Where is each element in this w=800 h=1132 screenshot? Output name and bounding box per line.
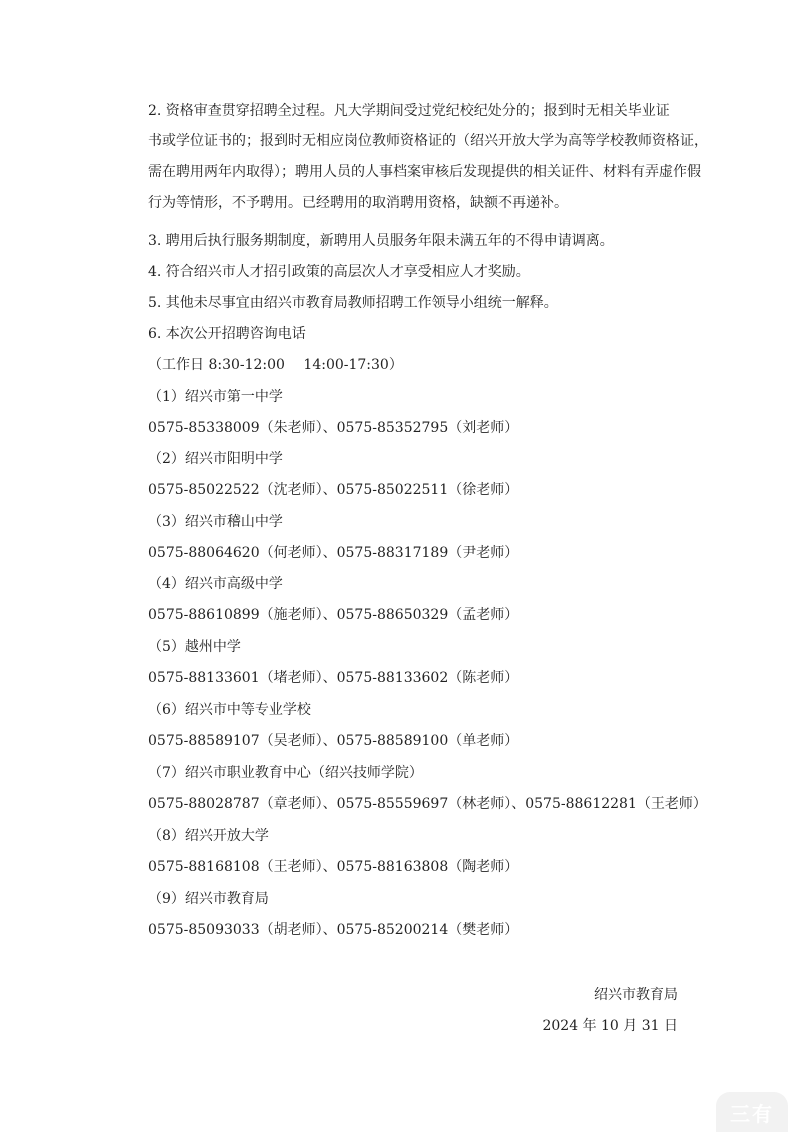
contact-phones: 0575-88028787（章老师）、0575-85559697（林老师）、0575-88612281（王老师） — [148, 796, 707, 812]
contact-school: （6）绍兴市中等专业学校 — [148, 702, 311, 718]
office-hours: （工作日 8:30-12:00 14:00-17:30） — [148, 357, 403, 373]
contact-phones: 0575-85338009（朱老师）、0575-85352795（刘老师） — [148, 420, 519, 436]
item-2-line-4: 行为等情形，不予聘用。已经聘用的取消聘用资格，缺额不再递补。 — [148, 195, 568, 211]
item-6-text: 6. 本次公开招聘咨询电话 — [148, 326, 306, 342]
item-3-text: 3. 聘用后执行服务期制度，新聘用人员服务年限未满五年的不得申请调离。 — [148, 233, 614, 249]
item-2-line-3: 需在聘用两年内取得）；聘用人员的人事档案审核后发现提供的相关证件、材料有弄虚作假 — [148, 164, 701, 180]
contact-school: （4）绍兴市高级中学 — [148, 576, 283, 592]
item-4-text: 4. 符合绍兴市人才招引政策的高层次人才享受相应人才奖励。 — [148, 264, 530, 280]
contact-school: （3）绍兴市稽山中学 — [148, 514, 283, 530]
contact-phones: 0575-85022522（沈老师）、0575-85022511（徐老师） — [148, 482, 519, 498]
contact-phones: 0575-88589107（吴老师）、0575-88589100（单老师） — [148, 733, 519, 749]
contact-phones: 0575-88610899（施老师）、0575-88650329（孟老师） — [148, 607, 519, 623]
item-5-text: 5. 其他未尽事宜由绍兴市教育局教师招聘工作领导小组统一解释。 — [148, 295, 558, 311]
contact-school: （9）绍兴市教育局 — [148, 891, 269, 907]
contact-school: （7）绍兴市职业教育中心（绍兴技师学院） — [148, 765, 423, 781]
watermark-logo — [716, 1092, 788, 1132]
item-2-line-1: 2. 资格审查贯穿招聘全过程。凡大学期间受过党纪校纪处分的；报到时无相关毕业证 — [148, 103, 670, 119]
contact-school: （8）绍兴开放大学 — [148, 828, 269, 844]
contact-phones: 0575-85093033（胡老师）、0575-85200214（樊老师） — [148, 922, 519, 938]
contact-phones: 0575-88168108（王老师）、0575-88163808（陶老师） — [148, 859, 519, 875]
contact-school: （5）越州中学 — [148, 639, 241, 655]
contact-school: （2）绍兴市阳明中学 — [148, 451, 283, 467]
signature-org: 绍兴市教育局 — [594, 987, 678, 1003]
watermark-text: 三有 — [730, 1101, 774, 1126]
contact-school: （1）绍兴市第一中学 — [148, 389, 283, 405]
item-2-line-2: 书或学位证书的；报到时无相应岗位教师资格证的（绍兴开放大学为高等学校教师资格证， — [148, 133, 708, 149]
signature-date: 2024 年 10 月 31 日 — [542, 1018, 678, 1034]
contact-phones: 0575-88133601（堵老师）、0575-88133602（陈老师） — [148, 670, 519, 686]
contact-phones: 0575-88064620（何老师）、0575-88317189（尹老师） — [148, 545, 519, 561]
